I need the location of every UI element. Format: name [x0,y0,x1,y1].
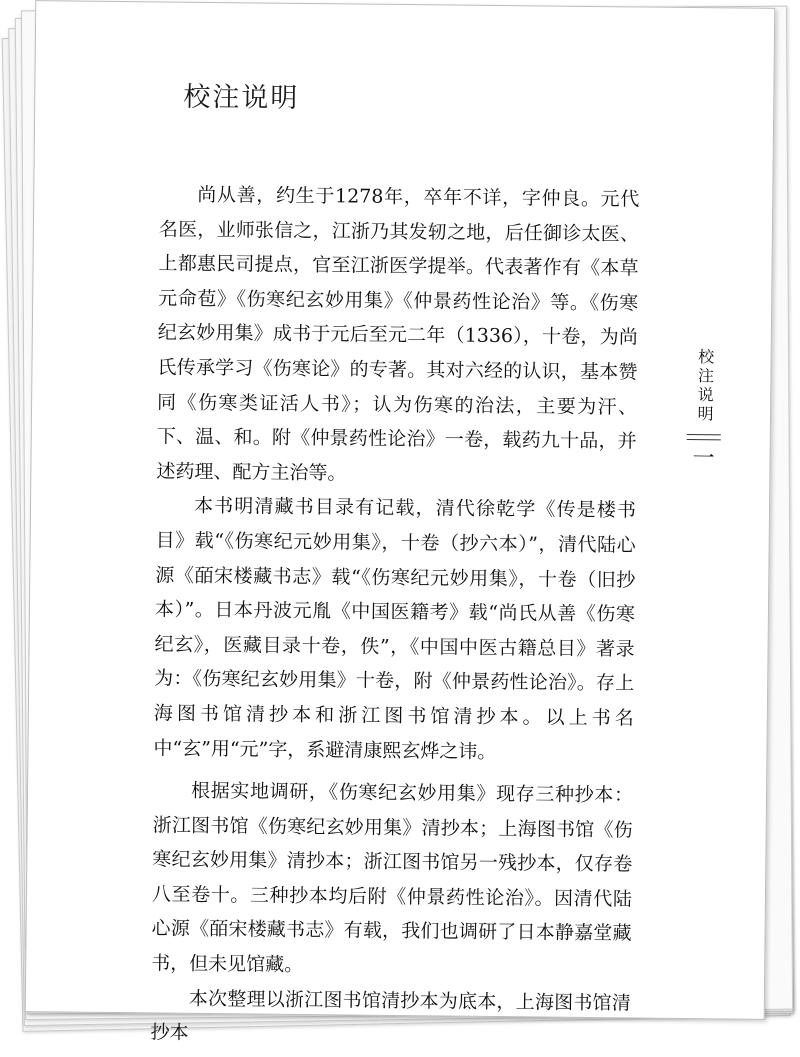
paragraph: 本书明清藏书目录有记载，清代徐乾学《传是楼书目》载“《伤寒纪元妙用集》，十卷（抄六本）”，清代陆心源《皕宋楼藏书志》载“《伤寒纪元妙用集》，十卷（旧抄本）”。日本丹波元胤《中国医籍考》载“尚氏从善《伤寒纪玄》，医藏目录十卷，佚”，《中国中医古籍总目》著录为：《伤寒纪玄妙用集》十卷，附《仲景药性论治》。存上海图书馆清抄本和浙江图书馆清抄本。以上书名中“玄”用“元”字，系避清康熙玄烨之讳。 [153,495,637,763]
page-title: 校注说明 [183,81,300,114]
paragraph: 尚从善，约生于1278年，卒年不详，字仲良。元代名医，业师张信之，江浙乃其发轫之地，后任御诊太医、上都惠民司提点，官至江浙医学提举。代表著作有《本草元命苞》《伤寒纪玄妙用集》《仲景药性论治》等。《伤寒纪玄妙用集》成书于元后至元二年（1336），十卷，为尚氏传承学习《伤寒论》的专著。其对六经的认识，基本赞同《伤寒类证活人书》；认为伤寒的治法，主要为汗、下、温、和。附《仲景药性论治》一卷，载药九十品，并述药理、配方主治等。 [156,183,640,485]
side-section-title: 校注说明 [694,348,715,425]
running-header [686,348,721,470]
side-divider [687,434,721,440]
paragraph: 本次整理以浙江图书馆清抄本为底本，上海图书馆清抄本 [150,987,631,1045]
document-page [25,0,776,1045]
paragraph: 根据实地调研，《伤寒纪玄妙用集》现存三种抄本：浙江图书馆《伤寒纪玄妙用集》清抄本；上海图书馆《伤寒纪玄妙用集》清抄本；浙江图书馆另一残抄本，仅存卷八至卷十。三种抄本均后附《仲景药性论治》。因清代陆心源《皕宋楼藏书志》有载，我们也调研了日本静嘉堂藏书，但未见馆藏。 [151,779,634,977]
page-number: 一 [692,446,715,472]
body-text [150,177,639,1055]
